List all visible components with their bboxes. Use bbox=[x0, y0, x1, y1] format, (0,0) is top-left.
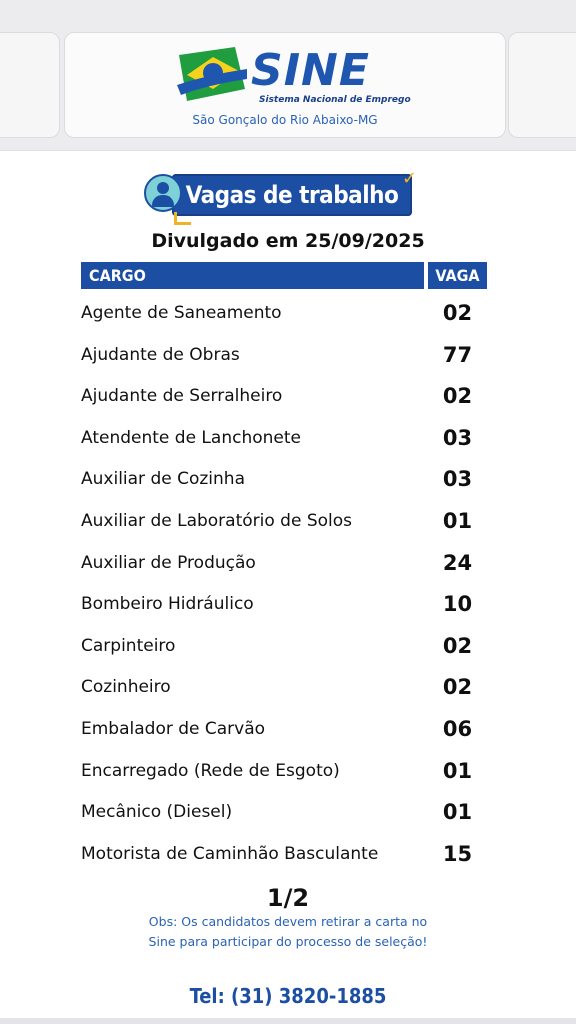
vaga-cell: 02 bbox=[442, 675, 473, 700]
phone-number[interactable]: Tel: (31) 3820-1885 bbox=[189, 984, 387, 1008]
vaga-cell: 15 bbox=[442, 841, 473, 866]
observation-line-1: Obs: Os candidatos devem retirar a carta no bbox=[148, 914, 428, 929]
sine-brand-subtitle: Sistema Nacional de Emprego bbox=[259, 95, 411, 105]
table-row bbox=[81, 418, 487, 460]
vaga-cell: 01 bbox=[442, 800, 473, 825]
table-row bbox=[81, 584, 487, 626]
column-header-vaga: VAGA bbox=[428, 262, 487, 289]
vaga-cell: 02 bbox=[442, 301, 473, 325]
jobs-table bbox=[81, 262, 487, 866]
cargo-cell: Carpinteiro bbox=[81, 635, 176, 656]
vaga-cell: 77 bbox=[442, 342, 473, 367]
cargo-cell: Cozinheiro bbox=[81, 677, 171, 698]
column-header-cargo: CARGO bbox=[81, 262, 424, 289]
vaga-cell: 03 bbox=[442, 467, 473, 492]
previous-card[interactable] bbox=[0, 32, 60, 138]
table-row bbox=[81, 626, 487, 668]
table-row bbox=[81, 751, 487, 793]
title-badge bbox=[144, 168, 424, 228]
brazil-flag-icon bbox=[177, 45, 247, 111]
table-row bbox=[81, 459, 487, 501]
location-text: São Gonçalo do Rio Abaixo-MG bbox=[192, 113, 378, 127]
vaga-cell: 02 bbox=[442, 384, 473, 409]
cargo-cell: Mecânico (Diesel) bbox=[81, 802, 233, 823]
vaga-cell: 06 bbox=[442, 717, 473, 741]
vaga-cell: 02 bbox=[442, 633, 473, 658]
cargo-cell: Encarregado (Rede de Esgoto) bbox=[81, 760, 340, 781]
cargo-cell: Bombeiro Hidráulico bbox=[81, 594, 254, 615]
publication-date: Divulgado em 25/09/2025 bbox=[151, 230, 425, 252]
table-row bbox=[81, 709, 487, 751]
cargo-cell: Agente de Saneamento bbox=[81, 303, 282, 323]
table-row bbox=[81, 834, 487, 876]
user-icon bbox=[144, 174, 182, 212]
table-row bbox=[81, 376, 487, 418]
corner-accent-icon bbox=[174, 212, 191, 225]
vaga-cell: 01 bbox=[442, 758, 473, 783]
table-row bbox=[81, 335, 487, 377]
next-card[interactable] bbox=[508, 32, 576, 138]
sine-brand-text: SINE bbox=[251, 45, 370, 96]
cargo-cell: Ajudante de Serralheiro bbox=[81, 386, 283, 407]
cargo-cell: Embalador de Carvão bbox=[81, 719, 266, 739]
observation-line-2: Sine para participar do processo de seleção! bbox=[148, 934, 428, 949]
table-row bbox=[81, 501, 487, 543]
table-header bbox=[81, 262, 487, 289]
observation-note bbox=[0, 912, 576, 952]
page-indicator: 1/2 bbox=[266, 884, 310, 912]
cargo-cell: Atendente de Lanchonete bbox=[81, 427, 301, 448]
cargo-cell: Auxiliar de Laboratório de Solos bbox=[81, 511, 352, 531]
sine-header-card bbox=[64, 32, 506, 138]
vaga-cell: 24 bbox=[442, 550, 473, 575]
checkmark-icon: ✓ bbox=[402, 168, 418, 189]
bottom-edge bbox=[0, 1018, 576, 1024]
cargo-cell: Auxiliar de Cozinha bbox=[81, 469, 245, 490]
table-row bbox=[81, 543, 487, 585]
vaga-cell: 01 bbox=[442, 509, 473, 533]
vaga-cell: 03 bbox=[442, 425, 473, 450]
table-row bbox=[81, 792, 487, 834]
cargo-cell: Ajudante de Obras bbox=[81, 344, 240, 365]
vaga-cell: 10 bbox=[442, 592, 473, 617]
cargo-cell: Auxiliar de Produção bbox=[81, 552, 256, 573]
table-row bbox=[81, 293, 487, 335]
sine-logo bbox=[177, 45, 411, 111]
table-row bbox=[81, 667, 487, 709]
page-title: Vagas de trabalho bbox=[172, 174, 412, 216]
cargo-cell: Motorista de Caminhão Basculante bbox=[81, 843, 379, 864]
